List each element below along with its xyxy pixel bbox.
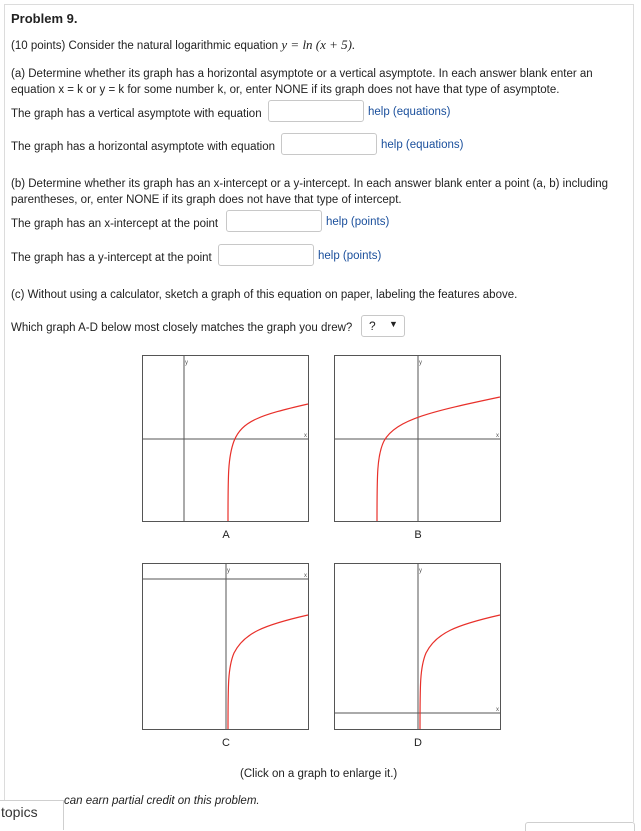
y-intercept-input[interactable] (218, 244, 314, 266)
intro-equation: y = ln (x + 5). (281, 37, 356, 52)
graph-b-y-letter: y (419, 360, 422, 366)
horizontal-asymptote-label: The graph has a horizontal asymptote with equation (11, 141, 276, 153)
graph-a-label: A (222, 529, 230, 541)
horizontal-asymptote-input[interactable] (281, 133, 377, 155)
graph-c-x-letter: x (304, 573, 307, 579)
intro-text (11, 37, 355, 54)
which-graph-question: Which graph A-D below most closely matches the graph you drew? (11, 322, 353, 334)
chevron-down-icon: ▼ (389, 319, 398, 329)
graph-d[interactable] (334, 563, 501, 730)
graph-a-x-letter: x (304, 433, 307, 439)
graph-c-y-letter: y (227, 568, 230, 574)
vertical-asymptote-label: The graph has a vertical asymptote with equation (11, 108, 262, 120)
x-intercept-input[interactable] (226, 210, 322, 232)
x-intercept-label: The graph has an x-intercept at the point (11, 218, 219, 230)
part-c-text: (c) Without using a calculator, sketch a graph of this equation on paper, labeling the features above. (11, 289, 518, 301)
y-intercept-help-link[interactable]: help (points) (318, 250, 382, 262)
horizontal-help-link[interactable]: help (equations) (381, 139, 464, 151)
intro-pre: (10 points) Consider the natural logarithmic equation (11, 40, 282, 52)
part-b-line2: parentheses, or, enter NONE if its graph does not have that type of intercept. (11, 194, 402, 206)
graph-d-y-letter: y (419, 568, 422, 574)
enlarge-note: (Click on a graph to enlarge it.) (240, 768, 398, 780)
part-a-line1: (a) Determine whether its graph has a horizontal asymptote or a vertical asymptote. In each answer blank enter an (11, 68, 593, 80)
problem-title: Problem 9. (11, 11, 78, 26)
part-b-line1: (b) Determine whether its graph has an x-intercept or a y-intercept. In each answer blank enter a point (a, b) including (11, 178, 609, 190)
vertical-asymptote-input[interactable] (268, 100, 364, 122)
graph-a[interactable] (142, 355, 309, 522)
x-intercept-help-link[interactable]: help (points) (326, 216, 390, 228)
graph-a-y-letter: y (185, 360, 188, 366)
graph-c-label: C (222, 737, 230, 749)
graph-d-x-letter: x (496, 707, 499, 713)
partial-credit-note: can earn partial credit on this problem. (64, 795, 260, 807)
vertical-help-link[interactable]: help (equations) (368, 106, 451, 118)
bottom-right-button[interactable] (525, 822, 635, 831)
graph-b-label: B (414, 529, 422, 541)
part-a-line2: equation x = k or y = k for some number k, or, enter NONE if its graph does not have that type of asymptote. (11, 84, 560, 96)
graph-b-x-letter: x (496, 433, 499, 439)
y-intercept-label: The graph has a y-intercept at the point (11, 252, 212, 264)
problem-frame (4, 4, 634, 822)
select-value: ? (369, 319, 376, 333)
topics-tab[interactable]: topics (0, 800, 64, 830)
graph-c[interactable] (142, 563, 309, 730)
graph-d-label: D (414, 737, 422, 749)
graph-choice-select[interactable] (361, 315, 405, 337)
graph-b[interactable] (334, 355, 501, 522)
